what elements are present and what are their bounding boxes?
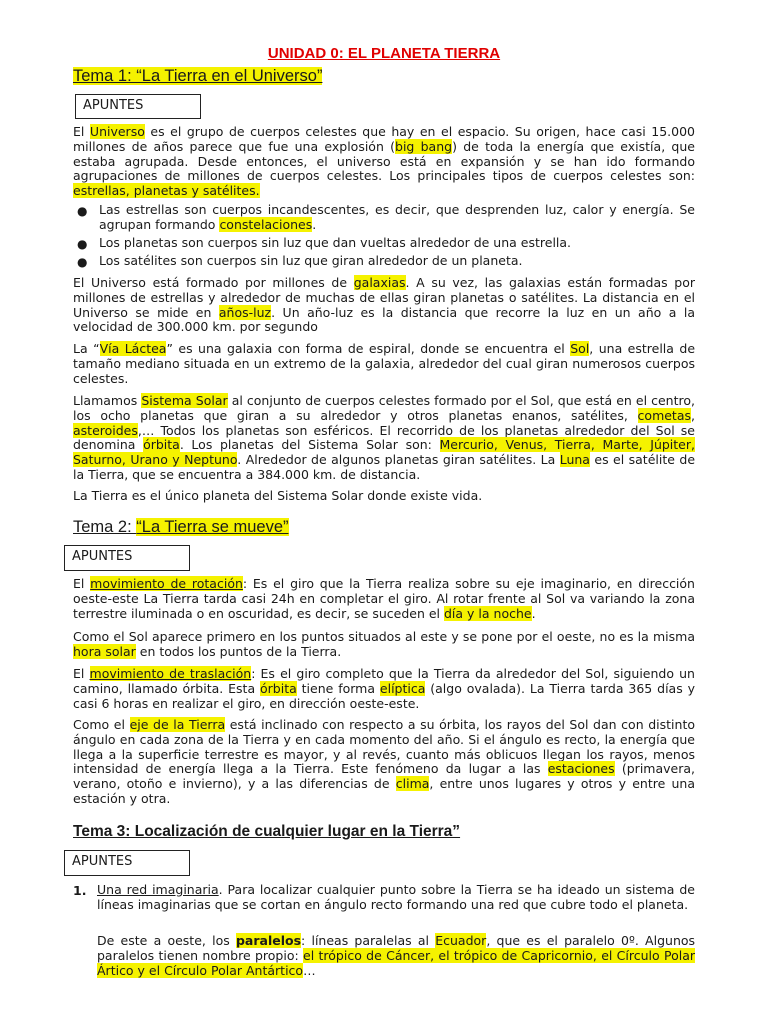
paragraph-estaciones: Como el eje de la Tierra está inclinado con respecto a su órbita, los rayos del Sol dan con distinto ángulo en cada zona de la Tierra y en cada momento del año. Si el ángulo es recto, la energía que llega a la superficie terrestre es mayor, y al revés, cuanto más oblicuos llegan los rayos, menos intensidad de energía llega a la Tierra. Este fenómeno da lugar a las estaciones (primavera, verano, otoño e invierno), y a las diferencias de clima, entre unos lugares y otros y entre una estación y otra. (73, 717, 695, 806)
paragraph-hora-solar: Como el Sol aparece primero en los puntos situados al este y se pone por el oeste, no es la misma hora solar en todos los puntos de la Tierra. (73, 629, 695, 659)
paragraph-rotacion: El movimiento de rotación: Es el giro que la Tierra realiza sobre su eje imaginario, en dirección oeste-este La Tierra tarda casi 24h en completar el giro. Al rotar frente al Sol va variando la zona terrestre iluminada o en oscuridad, es decir, se suceden el día y la noche. (73, 576, 695, 621)
list-number: 1. (73, 883, 87, 898)
paragraph-galaxias: El Universo está formado por millones de galaxias. A su vez, las galaxias están formadas por millones de estrellas y alrededor de muchas de ellas giran planetas o satélites. La distancia en el Universo se mide en años-luz. Un año-luz es la distancia que recorre la luz en un año a la velocidad de 300.000 km. por segundo (73, 275, 696, 335)
apuntes-box-1: APUNTES (75, 94, 201, 119)
paragraph-sistema-solar: Llamamos Sistema Solar al conjunto de cuerpos celestes formado por el Sol, que está en el centro, los ocho planetas que giran a su alrededor y otros planetas enanos, satélites, cometas, asteroides,… Todos los planetas son esféricos. El recorrido de los planetas alrededor del Sol se denomina órbita. Los planetas del Sistema Solar son: Mercurio, Venus, Tierra, Marte, Júpiter, Saturno, Urano y Neptuno. Alrededor de algunos planetas giran satélites. La Luna es el satélite de la Tierra, que se encuentra a 384.000 km. de distancia. (73, 393, 696, 482)
tema3-heading: Tema 3: Localización de cualquier lugar en la Tierra” (73, 823, 461, 840)
list-item-estrellas: Las estrellas son cuerpos incandescentes, es decir, que desprenden luz, calor y energía. Se agrupan formando constelaciones. (99, 202, 695, 232)
list-item-planetas: Los planetas son cuerpos sin luz que dan vueltas alrededor de una estrella. (99, 235, 572, 250)
paragraph-traslacion: El movimiento de traslación: Es el giro completo que la Tierra da alrededor del Sol, siguiendo un camino, llamado órbita. Esta órbita tiene forma elíptica (algo ovalada). La Tierra tarda 365 días y casi 6 horas en realizar el giro, en dirección oeste-este. (73, 666, 696, 711)
tema1-title: Tema 1: “La Tierra en el Universo” (73, 67, 323, 85)
paragraph-via-lactea: La “Vía Láctea” es una galaxia con forma de espiral, donde se encuentra el Sol, una estrella de tamaño mediano situada en un extremo de la galaxia, alrededor del cual giran numerosos cuerpos celestes. (73, 341, 696, 386)
apuntes-box-2: APUNTES (64, 545, 190, 571)
bullet-icon: ● (77, 237, 88, 251)
numbered-item-red-imaginaria: Una red imaginaria. Para localizar cualquier punto sobre la Tierra se ha ideado un sistema de líneas imaginarias que se cortan en ángulo recto formando una red que cubre todo el planeta. (97, 882, 695, 912)
bullet-icon: ● (77, 255, 88, 269)
list-item-satelites: Los satélites son cuerpos sin luz que giran alrededor de un planeta. (99, 253, 523, 268)
paragraph-vida: La Tierra es el único planeta del Sistema Solar donde existe vida. (73, 488, 483, 503)
apuntes-box-3: APUNTES (64, 850, 190, 876)
tema1-heading (73, 67, 322, 86)
paragraph-paralelos: De este a oeste, los paralelos: líneas paralelas al Ecuador, que es el paralelo 0º. Algunos paralelos tienen nombre propio: el trópico de Cáncer, el trópico de Capricornio, el Círculo Polar Ártico y el Círculo Polar Antártico… (97, 933, 696, 978)
paragraph-universo: El Universo es el grupo de cuerpos celestes que hay en el espacio. Su origen, hace casi 15.000 millones de años parece que fue una explosión (big bang) de toda la energía que existía, que estaba agrupada. Desde entonces, el universo está en expansión y se han ido formando agrupaciones de millones de cuerpos celestes. Los principales tipos de cuerpos celestes son: estrellas, planetas y satélites. (73, 124, 695, 199)
tema2-heading: Tema 2: “La Tierra se mueve” (73, 518, 289, 536)
bullet-icon: ● (77, 204, 88, 218)
page-title: UNIDAD 0: EL PLANETA TIERRA (267, 45, 501, 62)
